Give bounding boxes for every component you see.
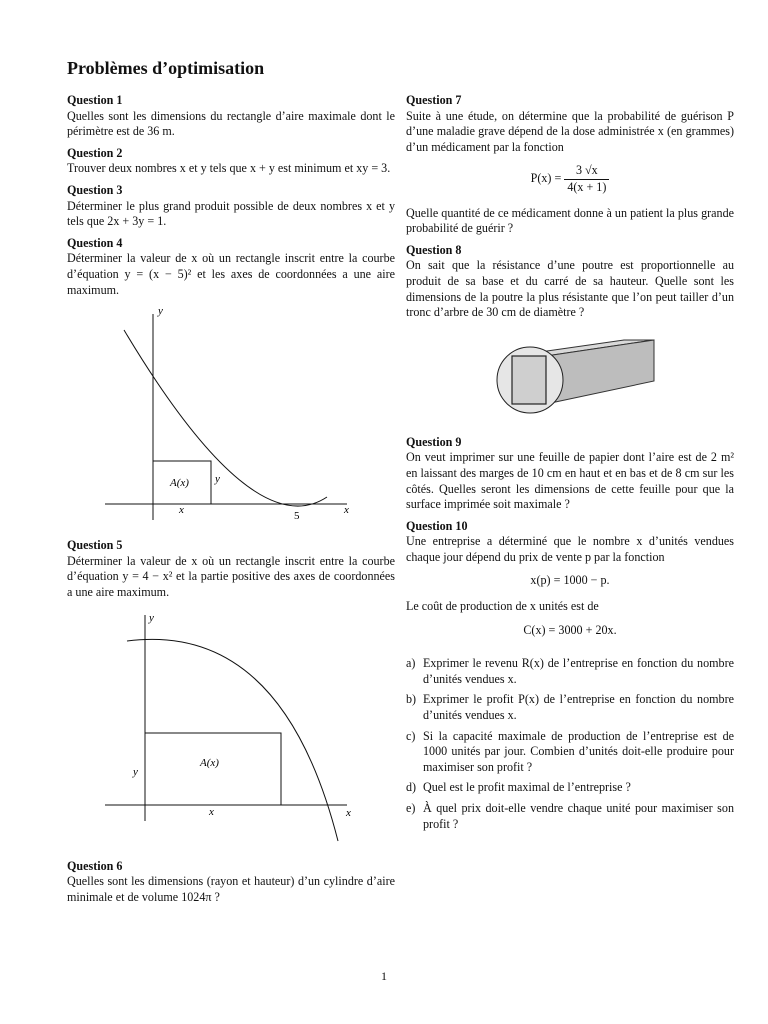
page-title: Problèmes d’optimisation — [67, 58, 265, 78]
part-item — [406, 780, 734, 796]
question-9-heading: Question 9 — [406, 434, 462, 449]
question-8-beam-figure — [406, 329, 734, 425]
q4-rect-width-label: x — [179, 504, 184, 517]
q5-curve — [127, 639, 338, 841]
question-6-text: Quelles sont les dimensions (rayon et hauteur) d’un cylindre d’aire minimale et de volume 1024π ? — [67, 874, 395, 904]
question-5-heading: Question 5 — [67, 538, 123, 553]
q4-x-axis-label: x — [344, 504, 349, 517]
question-4-heading: Question 4 — [67, 235, 123, 250]
question-7-text: Suite à une étude, on détermine que la probabilité de guérison P d’une maladie grave dépend de la dose administrée x (en grammes) d’un médicament par la fonction — [406, 108, 734, 154]
question-7-heading: Question 7 — [406, 93, 462, 107]
q5-x-axis-label: x — [346, 806, 351, 819]
part-label: a) — [406, 656, 416, 671]
part-text: Exprimer le revenu R(x) de l’entreprise en fonction du nombre d’unités vendues x. — [423, 656, 734, 686]
question-10-text: Une entreprise a déterminé que le nombre x d’unités vendues chaque jour dépend du prix de vente p par la fonction — [406, 534, 734, 564]
question-10 — [406, 519, 734, 833]
question-10-text-2: Le coût de production de x unités est de — [406, 599, 599, 614]
q5-y-axis-label: y — [149, 611, 154, 624]
question-8-heading: Question 8 — [406, 242, 462, 257]
question-2-text: Trouver deux nombres x et y tels que x + y est minimum et xy = 3. — [67, 161, 391, 176]
q7-fraction-numerator: 3 √x — [564, 163, 609, 180]
q5-rect-width-label: x — [209, 805, 214, 818]
question-9-text: On veut imprimer sur une feuille de papier dont l’aire est de 2 m² en laissant des marges de 10 cm en haut et en bas et de 8 cm sur les côtés. Quelles seront les dimensions de cette feuille pour que la surface imprimée soit maximale ? — [406, 450, 734, 512]
question-1 — [67, 93, 395, 140]
question-1-text: Quelles sont les dimensions du rectangle d’aire maximale dont le périmètre est de 36 m. — [67, 108, 395, 139]
page-number: 1 — [381, 969, 387, 983]
q5-inscribed-rectangle — [145, 733, 281, 805]
question-10-formula-1: x(p) = 1000 − p. — [530, 573, 610, 588]
question-7-text-2: Quelle quantité de ce médicament donne à un patient la plus grande probabilité de guérir ? — [406, 205, 734, 236]
left-column — [67, 93, 395, 911]
question-7-formula — [406, 163, 734, 195]
question-3-heading: Question 3 — [67, 182, 123, 197]
part-item — [406, 801, 734, 832]
part-text: Si la capacité maximale de production de l’entreprise est de 1000 unités par jour. Combien d’unités doit-elle produire pour maximiser son profit ? — [423, 728, 734, 774]
question-6 — [67, 859, 395, 906]
question-6-heading: Question 6 — [67, 858, 123, 873]
question-10-formula-2: C(x) = 3000 + 20x. — [523, 622, 617, 637]
part-text: À quel prix doit-elle vendre chaque unité pour maximiser son profit ? — [423, 801, 734, 831]
part-item — [406, 729, 734, 776]
question-3-text: Déterminer le plus grand produit possible de deux nombres x et y tels que 2x + 3y = 1. — [67, 198, 395, 229]
question-9 — [406, 435, 734, 513]
part-item — [406, 692, 734, 723]
question-5-text: Déterminer la valeur de x où un rectangle inscrit entre la courbe d’équation y = 4 − x² et la partie positive des axes de coordonnées a une aire maximum. — [67, 553, 395, 599]
question-2-heading: Question 2 — [67, 145, 123, 160]
question-5-figure — [67, 609, 367, 849]
part-label: c) — [406, 728, 416, 743]
q4-area-label: A(x) — [170, 477, 189, 490]
part-label: e) — [406, 801, 416, 815]
part-label: d) — [406, 780, 417, 795]
part-item — [406, 656, 734, 687]
question-4-figure — [67, 306, 367, 528]
q5-area-label: A(x) — [200, 756, 219, 769]
q4-rect-height-label: y — [215, 473, 220, 486]
question-4-text: Déterminer la valeur de x où un rectangle inscrit entre la courbe d’équation y = (x − 5)² et les axes de coordonnées a une aire maximum. — [67, 251, 395, 297]
q4-tick-label: 5 — [294, 510, 300, 523]
part-text: Exprimer le profit P(x) de l’entreprise en fonction du nombre d’unités vendues x. — [423, 692, 734, 723]
question-4 — [67, 236, 395, 528]
question-7 — [406, 93, 734, 237]
q4-y-axis-label: y — [158, 306, 163, 318]
q7-fraction — [564, 163, 609, 195]
question-5 — [67, 538, 395, 848]
q7-fraction-denominator: 4(x + 1) — [567, 179, 607, 194]
q4-curve — [124, 330, 327, 506]
question-8 — [406, 243, 734, 425]
q5-rect-height-label: y — [133, 765, 138, 778]
question-2 — [67, 146, 395, 177]
beam-front-face — [512, 356, 546, 404]
question-10-heading: Question 10 — [406, 518, 468, 533]
question-3 — [67, 183, 395, 230]
part-text: Quel est le profit maximal de l’entreprise ? — [423, 780, 631, 795]
part-label: b) — [406, 692, 417, 707]
question-1-heading: Question 1 — [67, 93, 123, 107]
question-10-parts — [406, 656, 734, 832]
right-column — [406, 93, 734, 838]
q7-formula-lhs: P(x) = — [530, 171, 562, 186]
question-8-text: On sait que la résistance d’une poutre est proportionnelle au produit de sa base et du carré de sa hauteur. Quelle sont les dimensions de la poutre la plus résistante que l’on peut tailler d’un tronc d’arbre de 30 cm de diamètre ? — [406, 258, 734, 320]
